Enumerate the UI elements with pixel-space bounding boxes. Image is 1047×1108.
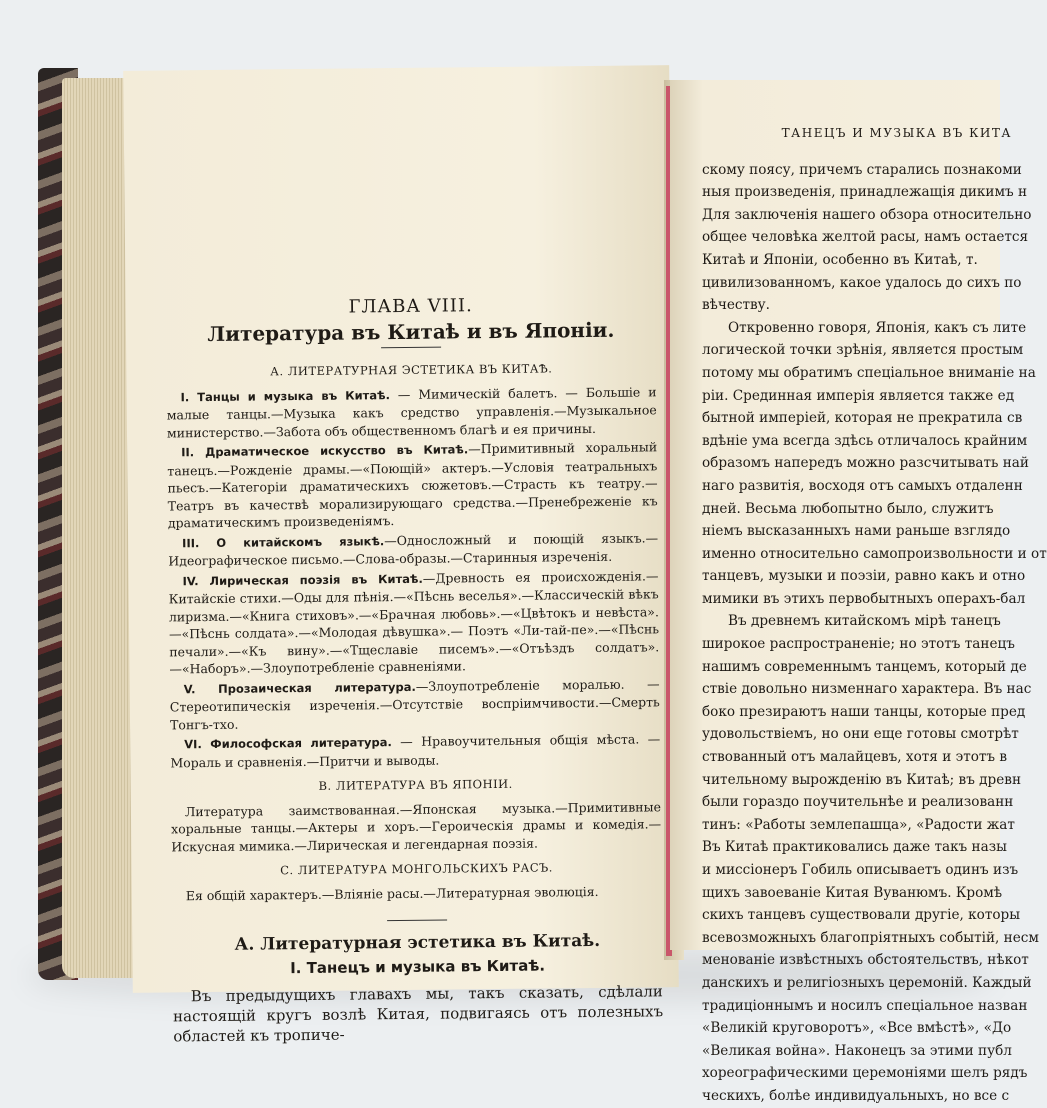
chapter-title: Литература въ Китаѣ и въ Японіи.	[207, 317, 615, 346]
toc-item-text: —Злоупотребленіе моралью. — Стереотипическія изреченія.—Отсутствіе воспріимчивости.—Смерть Тонгъ-тхо.	[169, 675, 660, 732]
right-page-line: удовольствіемъ, но они еще готовы смотрѣт	[702, 726, 1019, 743]
right-page-line: бытной имперіей, которая не прекратила св	[702, 410, 1023, 427]
toc-item-head: III. О китайскомъ языкѣ.	[182, 533, 385, 550]
toc-item-text: —Односложный и поющій языкъ.—Идеографическое письмо.—Слова-образы.—Старинныя изреченія.	[168, 529, 659, 569]
toc-item-text: — Мимическій балетъ. — Большіе и малые танцы.—Музыка какъ средство управленія.—Музыкальное министерство.—Забота объ общественномъ благѣ и ея причины.	[166, 383, 657, 440]
title-rule	[381, 347, 441, 349]
right-page	[670, 80, 1047, 1104]
right-page-line: именно относительно самопроизвольности и от	[702, 545, 1047, 562]
left-page-text	[166, 295, 664, 1046]
right-page-line: дней. Весьма любопытно было, служитъ	[702, 500, 994, 517]
right-page-line: традиціоннымъ и носилъ спеціальное назван	[702, 997, 1028, 1014]
right-page-line: мимики въ этихъ первобытныхъ операхъ-бал	[702, 590, 1026, 607]
right-page-line: были гораздо поучительнѣе и реализованн	[702, 794, 1014, 811]
section-c-heading: С. ЛИТЕРАТУРА МОНГОЛЬСКИХЪ РАСЪ.	[280, 860, 553, 878]
toc-item	[170, 730, 660, 771]
toc-item-head: VI. Философская литература.	[184, 735, 392, 752]
right-page-line: вдѣніе ума всегда здѣсь отличалось крайним	[702, 432, 1028, 449]
right-page-line: данскихъ и религіозныхъ церемоній. Каждый	[702, 974, 1032, 991]
right-page-line: вѣчеству.	[702, 297, 770, 314]
right-page-line: Въ древнемъ китайскомъ мірѣ танецъ	[728, 613, 1001, 630]
right-page-line: общее человѣка желтой расы, намъ остается	[702, 229, 1029, 246]
right-page-line: боко презираютъ наши танцы, которые пред	[702, 703, 1026, 720]
toc-item-text: —Древность ея происхожденія.—Китайскіе стихи.—Оды для пѣнія.—«Пѣснь веселья».—Классическій вѣкъ лиризма.—«Книга стиховъ».—«Брачная любовь».—«Цвѣтокъ и невѣста».—«Пѣснь солдата».—«Молодая дѣвушка».— Поэтъ «Ли-тай-пе».—«Пѣснь печали».—«Къ вину».—«Тщеславіе писемъ».—«Отъѣздъ солдатъ».—«Наборъ».—Злоупотребленіе сравненіями.	[168, 567, 660, 677]
toc-item-head: V. Прозаическая литература.	[183, 679, 416, 696]
right-page-line: ствіе довольно низменнаго характера. Въ нас	[702, 681, 1032, 698]
toc-item	[167, 383, 658, 442]
right-page-line: хореографическими церемоніями шелъ рядъ	[702, 1065, 1028, 1082]
right-page-line: Въ Китаѣ практиковались даже такъ назы	[702, 839, 1007, 856]
right-page-line: Китаѣ и Японіи, особенно въ Китаѣ, т.	[702, 251, 978, 268]
right-page-line: наго развитія, восходя отъ самыхъ отдаленн	[702, 477, 1023, 494]
right-page-line: Откровенно говоря, Японія, какъ съ лите	[728, 319, 1027, 336]
right-page-line: «Великая война». Наконецъ за этими публ	[702, 1042, 1012, 1059]
right-page-line: потому мы обратимъ спеціальное вниманіе на	[702, 364, 1036, 381]
right-page-line: логической точки зрѣнія, является простым	[702, 342, 1024, 359]
right-page-line: «Великій круговоротъ», «Все вмѣстѣ», «До	[702, 1020, 1012, 1037]
right-page-line: танцевъ, музыки и поэзіи, равно какъ и отно	[702, 568, 1026, 585]
toc-item-head: IV. Лирическая поэзія въ Китаѣ.	[182, 571, 423, 588]
toc-item	[168, 529, 658, 570]
right-page-text	[702, 122, 1047, 1108]
right-page-line: скихъ танцевъ существовали другіе, которы	[702, 907, 1021, 924]
toc-item-text: —Примитивный хоральный танецъ.—Рожденіе драмы.—«Поющій» актеръ.—Условія театральныхъ пьесъ.—Категоріи драматическихъ сюжетовъ.—Страсть къ театру.—Театръ въ качествѣ морализирующаго средства.—Пренебреженіе къ драматическимъ произведеніямъ.	[167, 439, 658, 531]
toc-item-head: II. Драматическое искусство въ Китаѣ.	[181, 442, 469, 460]
right-page-line: тинъ: «Работы землепашца», «Радости жат	[702, 816, 1015, 833]
body-heading: А. Литературная эстетика въ Китаѣ.	[234, 930, 601, 955]
body-paragraph: Въ предыдущихъ главахъ мы, такъ сказать, сдѣлали настоящій кругъ возлѣ Китая, подвигаясь отъ полезныхъ областей къ тропиче-	[172, 982, 664, 1046]
right-page-line: скому поясу, причемъ старались познакоми	[702, 161, 1022, 178]
running-head: ТАНЕЦЪ И МУЗЫКА ВЪ КИТА	[781, 126, 1012, 140]
toc-item-text: — Нравоучительныя общія мѣста. — Мораль и сравненія.—Притчи и выводы.	[170, 731, 661, 770]
section-b-heading: В. ЛИТЕРАТУРА ВЪ ЯПОНІИ.	[318, 776, 513, 793]
right-page-line: чительному вырожденію въ Китаѣ; въ древн	[702, 771, 1022, 788]
right-page-line: и миссіонеръ Гобиль описываетъ одинъ изъ	[702, 862, 1019, 878]
right-page-line: нашимъ современнымъ танцемъ, который де	[702, 658, 1027, 675]
left-page	[123, 65, 679, 1046]
section-c-text: Ея общій характеръ.—Вліяніе расы.—Литературная эволюція.	[185, 883, 599, 903]
section-rule	[387, 920, 447, 922]
right-page-line: ріи. Срединная имперія является также ед	[702, 387, 1015, 404]
body-subheading: I. Танецъ и музыка въ Китаѣ.	[290, 956, 546, 977]
right-page-line: менованіе извѣстныхъ обстоятельствъ, нѣкот	[702, 952, 1029, 969]
table-of-contents	[167, 383, 661, 772]
chapter-number: ГЛАВА VIII.	[348, 295, 473, 318]
right-page-line: всевозможныхъ благопріятныхъ событій, несм	[702, 929, 1039, 946]
right-page-line: широкое распространеніе; но этотъ танецъ	[702, 636, 1015, 653]
toc-item	[170, 675, 661, 734]
right-page-line: ныя произведенія, принадлежащія дикимъ н	[702, 184, 1028, 201]
right-page-line: Для заключенія нашего обзора относительно	[702, 206, 1032, 223]
right-page-line: цивилизованномъ, какое удалось до сихъ по	[702, 274, 1022, 291]
right-page-line: ніемъ высказанныхъ нами раньше взглядо	[702, 523, 1011, 540]
section-a-heading: А. ЛИТЕРАТУРНАЯ ЭСТЕТИКА ВЪ КИТАѢ.	[270, 361, 553, 379]
section-b-text: Литература заимствованная.—Японская музыка.—Примитивные хоральные танцы.—Актеры и хоръ.—Героическія драмы и комедія.—Искусная мимика.—Лирическая и легендарная поэзія.	[171, 798, 662, 854]
toc-item-head: I. Танцы и музыка въ Китаѣ.	[180, 387, 390, 404]
right-page-line: образомъ напередъ можно разсчитывать най	[702, 455, 1029, 472]
right-page-line: щихъ завоеваніе Китая Вуванюмъ. Кромѣ	[702, 884, 1003, 901]
right-page-line: ствованный отъ малайцевъ, хотя и этотъ в	[702, 749, 1008, 766]
toc-item	[168, 567, 659, 678]
toc-item	[167, 438, 658, 532]
right-page-line: ческихъ, болѣе индивидуальныхъ, но все с	[702, 1087, 1010, 1104]
